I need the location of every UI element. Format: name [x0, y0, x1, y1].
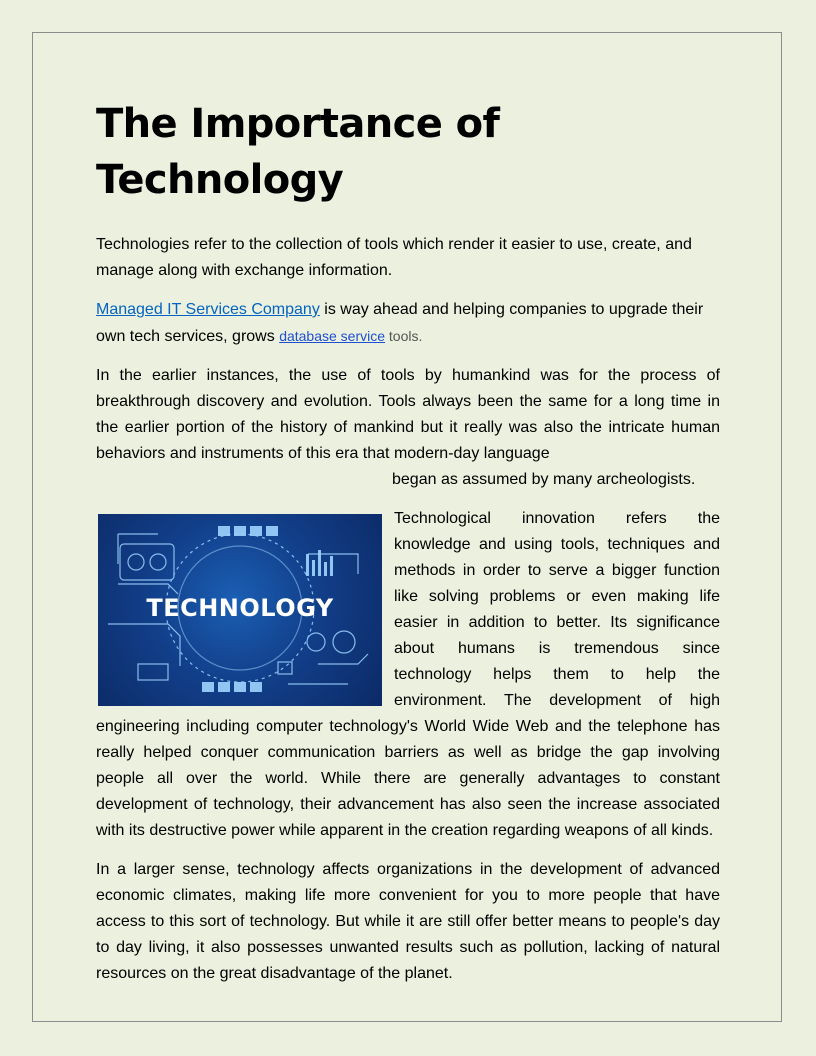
document-body	[96, 96, 720, 1000]
managed-it-services-link[interactable]: Managed IT Services Company	[96, 301, 320, 318]
document-title: The Importance of Technology	[96, 101, 500, 203]
innovation-paragraph: Technological innovation refers the knowledge and using tools, techniques and methods in order to serve a bigger function like solving problems or even making life easier in addition to better. Its significance about humans is tremendous since technology helps them to help the environment. The development of high engineering including computer technology's World Wide Web and the telephone has really helped conquer communication barriers as well as bridge the gap involving people all over the world. While there are generally advantages to constant development of technology, their advancement has also seen the increase associated with its destructive power while apparent in the creation regarding weapons of all kinds.	[96, 510, 720, 839]
link-paragraph	[96, 297, 720, 350]
history-paragraph	[96, 363, 720, 467]
intro-paragraph: Technologies refer to the collection of tools which render it easier to use, create, and manage along with exchange information.	[96, 236, 692, 279]
technology-word: TECHNOLOGY	[146, 594, 334, 622]
technology-banner-image	[98, 514, 382, 706]
link-paragraph-text: is way ahead and helping companies to upgrade their own tech services, grows	[96, 301, 704, 345]
history-paragraph-end	[96, 467, 720, 493]
link-paragraph-end: tools.	[385, 328, 423, 344]
database-service-link[interactable]: database service	[279, 328, 386, 344]
history-text: In the earlier instances, the use of tools by humankind was for the process of breakthrough discovery and evolution. Tools always been the same for a long time in the earlier portion of the history of mankind but it really was also the intricate human behaviors and instruments of this era that modern-day language	[96, 367, 720, 462]
larger-sense-paragraph: In a larger sense, technology affects organizations in the development of advanced economic climates, making life more convenient for you to more people that have access to this sort of technology. But while it are still offer better means to people's day to day living, it also possesses unwanted results such as pollution, lacking of natural resources on the great disadvantage of the planet.	[96, 861, 720, 982]
history-text-end: began as assumed by many archeologists.	[392, 471, 696, 488]
